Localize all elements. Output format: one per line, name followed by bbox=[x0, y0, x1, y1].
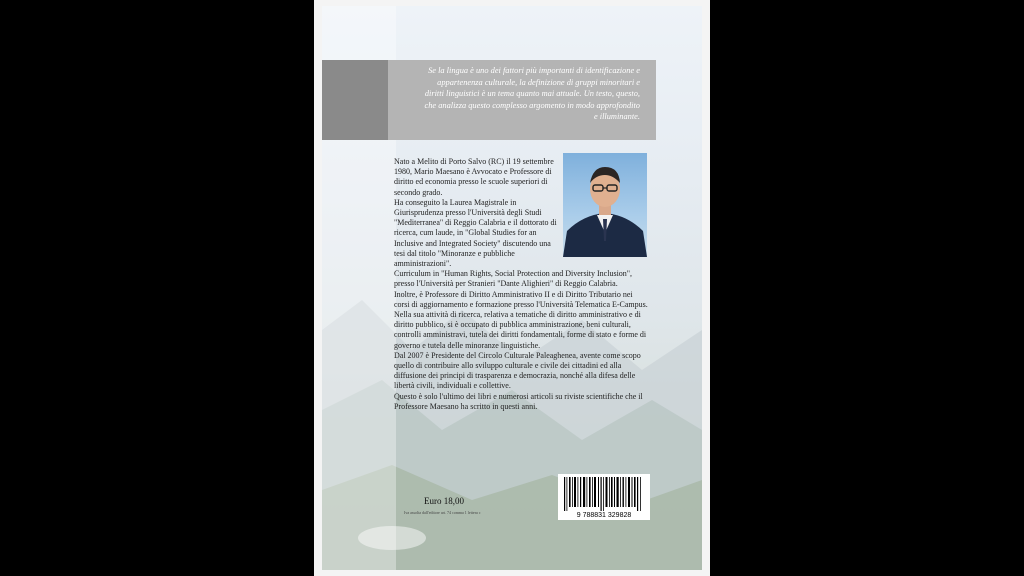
barcode-icon bbox=[558, 474, 650, 520]
bio-paragraph: Questo è solo l'ultimo dei libri e numerosi articoli su riviste scientifiche che il Professore Maesano ha scritto in questi anni. bbox=[394, 391, 643, 411]
bio-paragraph: Inoltre, è Professore di Diritto Amministrativo II e di Diritto Tributario nei corsi di aggiornamento e formazione presso l'Università Telematica E-Campus. bbox=[394, 289, 648, 309]
isbn-barcode bbox=[558, 474, 650, 520]
quote-accent-strip bbox=[322, 60, 388, 140]
bio-paragraph: Ha conseguito la Laurea Magistrale in Giurisprudenza presso l'Università degli Studi "Mediterranea" di Reggio Calabria e il dottorato di ricerca, cum laude, in "Global Studies for an Inclusive and Integrated Society" discutendo una tesi dal titolo "Minoranze e pubbliche amministrazioni". bbox=[394, 197, 557, 269]
price-label: Euro 18,00 bbox=[424, 496, 464, 506]
book-back-cover bbox=[314, 0, 710, 576]
bio-paragraph: Curriculum in "Human Rights, Social Protection and Diversity Inclusion", presso l'Università per Stranieri "Dante Alighieri" di Reggio Calabria. bbox=[394, 269, 633, 289]
bio-paragraph: Nato a Melito di Porto Salvo (RC) il 19 settembre 1980, Mario Maesano è Avvocato e Professore di diritto ed economia presso le scuole superiori di secondo grado. bbox=[394, 157, 554, 197]
vat-note: Iva assolta dall'editore art. 74 comma 1 lettera c bbox=[404, 510, 481, 515]
blurb-quote: Se la lingua è uno dei fattori più importanti di identificazione e appartenenza culturale, la definizione di gruppi minoritari e diritti linguistici è un tema quanto mai attuale. Un testo, questo, che analizza questo complesso argomento in modo approfondito e illuminante. bbox=[424, 66, 640, 122]
bio-paragraph: Nella sua attività di ricerca, relativa a tematiche di diritto amministrativo e di diritto pubblico, si è occupato di pubblica amministrazione, beni culturali, controlli amministravi, tutela dei diritti fondamentali, forme di stato e forme di governo e tutela delle minoranze linguistiche. bbox=[394, 310, 647, 350]
author-bio bbox=[394, 157, 649, 412]
bio-paragraph: Dal 2007 è Presidente del Circolo Culturale Paleaghenea, avente come scopo quello di contribuire allo sviluppo culturale e civile dei cittadini ed alla diffusione dei principi di trasparenza e democrazia, nonché alla difesa delle libertà civili, individuali e collettive. bbox=[394, 350, 641, 391]
isbn-number: 9 788831 329828 bbox=[576, 512, 632, 519]
